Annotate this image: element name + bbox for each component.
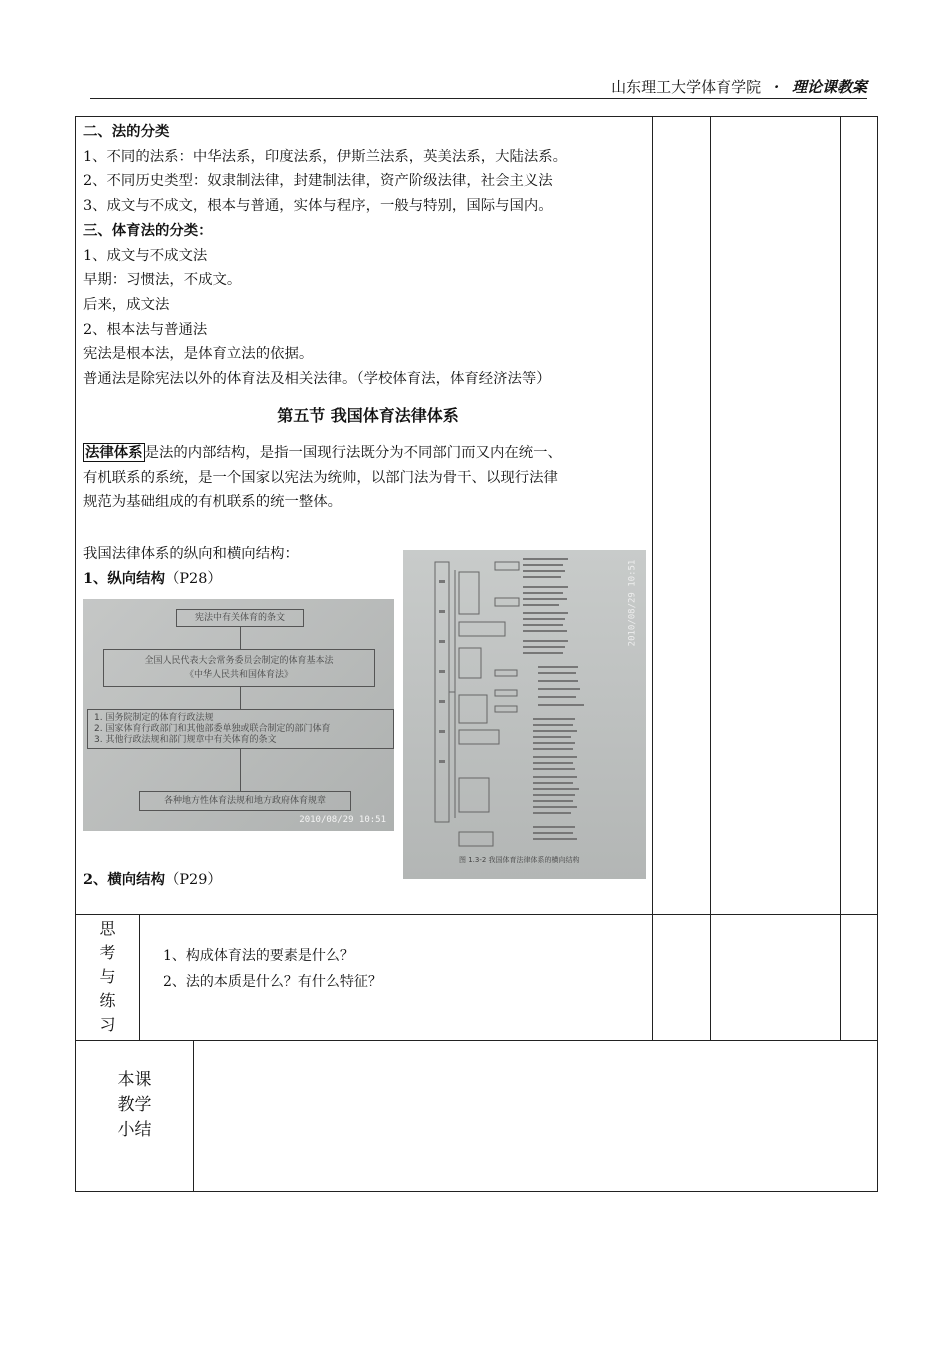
col-divider-2: [710, 116, 711, 1041]
diagram-box-basic-law: [103, 649, 375, 687]
diagram-box-local: 各种地方性体育法规和地方政府体育规章: [139, 791, 351, 811]
vertical-structure-photo: [83, 599, 394, 831]
exercise-questions: [163, 943, 382, 995]
content-line: 1、不同的法系：中华法系，印度法系，伊斯兰法系，英美法系，大陆法系。: [83, 148, 568, 165]
exercise-label-char: 练: [99, 991, 116, 1010]
content-line: 宪法是根本法，是体育立法的依据。: [83, 346, 314, 363]
definition-paragraph: [83, 441, 651, 515]
exercise-question-1: 1、构成体育法的要素是什么？: [163, 948, 354, 964]
exercise-question-2: 2、法的本质是什么？有什么特征？: [163, 974, 382, 990]
row-divider-1: [75, 914, 878, 915]
content-line: 1、成文与不成文法: [83, 247, 208, 264]
exercise-label-divider: [139, 914, 140, 1040]
diagram-box-constitution: 宪法中有关体育的条文: [176, 609, 304, 627]
diagram-box-regulations: [87, 709, 394, 749]
content-line: 后来，成文法: [83, 296, 170, 313]
vertical-structure-label: [83, 567, 222, 588]
definition-text: 是法的内部结构，是指一国现行法既分为不同部门而又内在统一、: [144, 445, 562, 461]
exercise-label-char: 考: [99, 943, 116, 962]
content-line: 2、根本法与普通法: [83, 321, 208, 338]
content-line: 普通法是除宪法以外的体育法及相关法律。（学校体育法，体育经济法等）: [83, 371, 551, 388]
vertical-structure-ref: （P28）: [164, 571, 222, 587]
diagram-arrow: [240, 627, 241, 649]
exercise-label-char: 与: [99, 967, 116, 986]
section-title: 第五节 我国体育法律体系: [277, 406, 459, 425]
horizontal-structure-title: 2、横向结构: [83, 871, 165, 888]
content-line: 早期：习惯法，不成文。: [83, 272, 242, 289]
summary-label-line: 小结: [117, 1120, 152, 1140]
horizontal-structure-diagram: [403, 550, 646, 879]
horizontal-structure-label: [83, 868, 222, 889]
summary-label: [76, 1068, 193, 1143]
heading-law-classification: 二、法的分类: [83, 123, 170, 140]
photo-timestamp: 2010/08/29 10:51: [299, 815, 386, 825]
photo-timestamp: 2010/08/29 10:51: [627, 559, 638, 647]
summary-label-line: 本课: [117, 1070, 152, 1090]
row-divider-2: [75, 1040, 878, 1041]
diagram-box-text: 全国人民代表大会常务委员会制定的体育基本法: [144, 656, 334, 666]
heading-sports-law-classification: 三、体育法的分类：: [83, 221, 213, 239]
definition-text: 有机联系的系统，是一个国家以宪法为统帅，以部门法为骨干、以现行法律: [83, 469, 558, 486]
vertical-structure-title: 1、纵向结构: [83, 570, 165, 587]
exercise-label-char: 习: [99, 1015, 116, 1034]
col-divider-3: [840, 116, 841, 1041]
definition-term: 法律体系: [85, 444, 143, 461]
horizontal-structure-ref: （P29）: [164, 872, 222, 888]
exercise-label-char: 思: [99, 919, 116, 938]
diagram-arrow: [240, 749, 241, 791]
diagram-box-text: 3. 其他行政法规和部门规章中有关体育的条文: [94, 735, 277, 745]
diagram-box-text: 《中华人民共和国体育法》: [184, 670, 293, 680]
definition-text: 规范为基础组成的有机联系的统一整体。: [83, 494, 343, 510]
header-subtitle: 理论课教案: [791, 78, 867, 96]
diagram-caption: 图 1.3-2 我国体育法律体系的横向结构: [459, 856, 580, 864]
page-header: [90, 76, 867, 99]
diagram-box-text: 1. 国务院制定的体育行政法规: [94, 713, 214, 723]
structure-intro: 我国法律体系的纵向和横向结构：: [83, 546, 299, 562]
summary-label-line: 教学: [117, 1095, 152, 1115]
diagram-box-text: 2. 国家体育行政部门和其他部委单独或联合制定的部门体育: [94, 724, 331, 734]
summary-label-divider: [193, 1040, 194, 1192]
content-line: 2、不同历史类型：奴隶制法律，封建制法律，资产阶级法律，社会主义法: [83, 173, 553, 190]
exercise-label: [76, 917, 139, 1037]
diagram-arrow: [240, 687, 241, 709]
school-name: 山东理工大学体育学院: [611, 78, 762, 96]
header-dot: ·: [773, 78, 780, 96]
horizontal-structure-photo: [403, 550, 646, 879]
content-line: 3、成文与不成文，根本与普通，实体与程序，一般与特别，国际与国内。: [83, 198, 553, 215]
lesson-content: [83, 120, 653, 392]
